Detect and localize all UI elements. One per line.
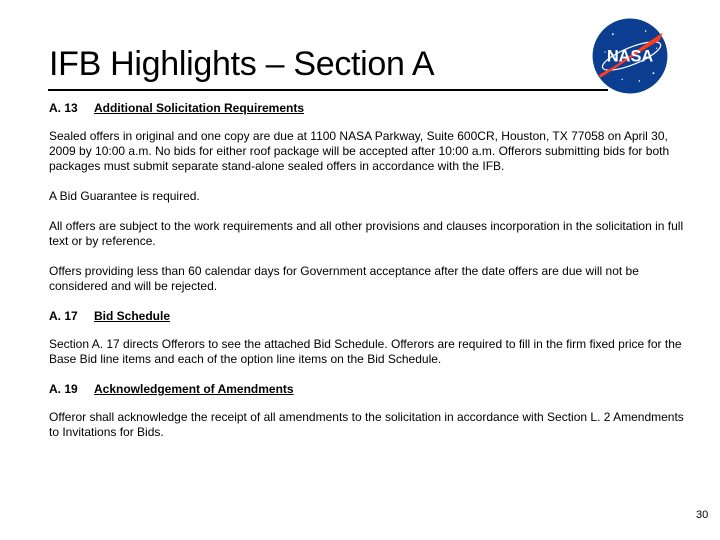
title-underline	[48, 89, 608, 91]
section-title: Bid Schedule	[94, 309, 171, 323]
page-number: 30	[696, 509, 709, 521]
section-heading-a19	[49, 382, 689, 397]
paragraph-acceptance-period: Offers providing less than 60 calendar days for Government acceptance after the date offers are due will not be considered and will be rejected.	[49, 264, 639, 293]
section-number: A. 17	[49, 309, 78, 323]
section-heading-a13	[49, 101, 689, 116]
slide-body	[49, 101, 689, 440]
paragraph-bid-guarantee: A Bid Guarantee is required.	[49, 189, 200, 203]
paragraph-sealed-offers: Sealed offers in original and one copy are due at 1100 NASA Parkway, Suite 600CR, Houston, TX 77058 on April 30, 2009 by 10:00 a.m. No bids for either roof package will be accepted after 10:00 a.m. Offerors submitting bids for both packages must submit separate stand-alone sealed offers in accordance with the IFB.	[49, 129, 670, 173]
logo-wordmark: NASA	[606, 47, 654, 66]
paragraph-amendments: Offeror shall acknowledge the receipt of all amendments to the solicitation in accordance with Section L. 2 Amendments to Invitations for Bids.	[49, 410, 684, 439]
paragraph-work-requirements: All offers are subject to the work requirements and all other provisions and clauses incorporation in the solicitation in full text or by reference.	[49, 219, 684, 248]
section-heading-a17	[49, 309, 689, 324]
paragraph-bid-schedule: Section A. 17 directs Offerors to see the attached Bid Schedule. Offerors are required to fill in the firm fixed price for the Base Bid line items and each of the option line items on the Bid Schedule.	[49, 337, 682, 366]
section-title: Acknowledgement of Amendments	[94, 382, 294, 396]
section-number: A. 13	[49, 101, 78, 115]
slide-title: IFB Highlights – Section A	[49, 45, 435, 83]
nasa-logo-icon	[591, 17, 669, 95]
section-title: Additional Solicitation Requirements	[94, 101, 305, 115]
section-number: A. 19	[49, 382, 78, 396]
